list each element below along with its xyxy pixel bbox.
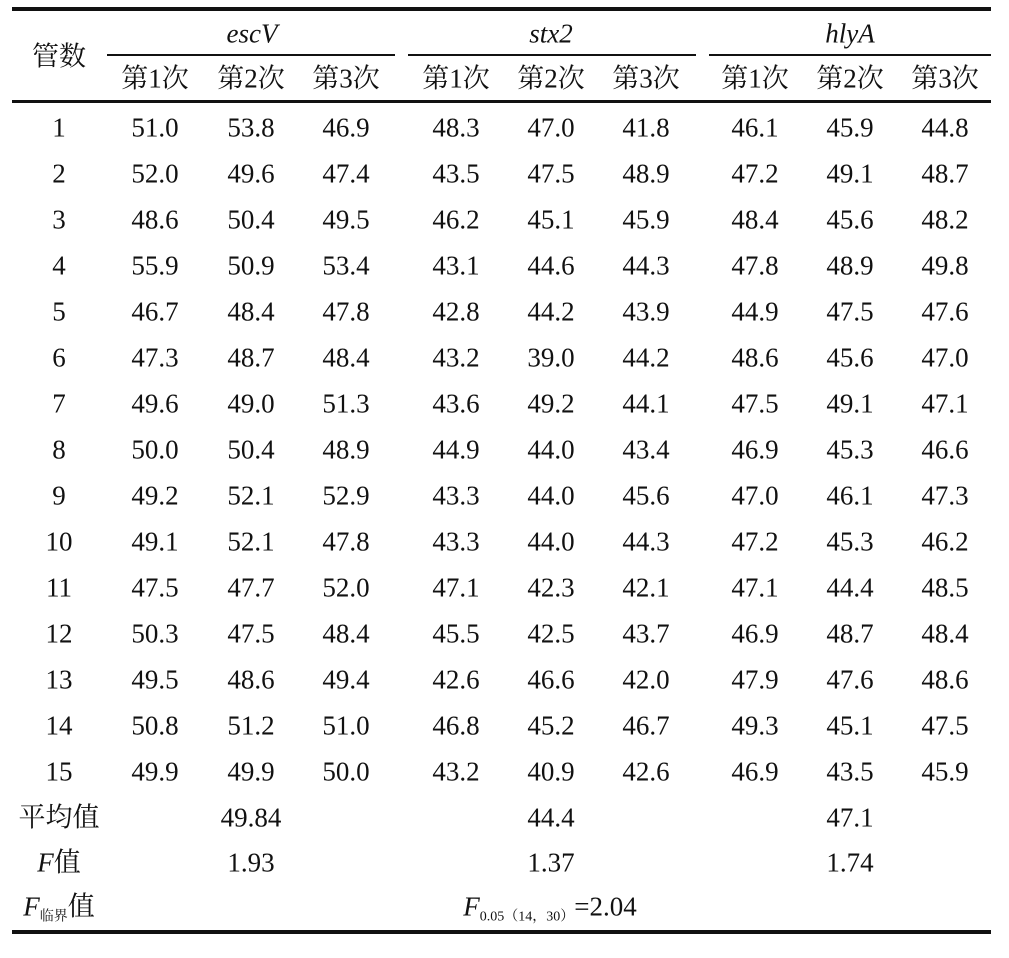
trial-header: 第3次 <box>911 63 979 94</box>
table-cell: 48.6 <box>131 204 179 235</box>
table-cell: 46.9 <box>322 112 370 143</box>
table-cell: 43.3 <box>432 480 480 511</box>
tube-number: 4 <box>52 250 66 281</box>
table-cell: 47.8 <box>322 526 370 557</box>
table-cell: 42.6 <box>432 664 480 695</box>
table-cell: 47.5 <box>826 296 874 327</box>
gene-header-hlyA: hlyA <box>825 18 875 49</box>
bottom-rule <box>12 930 991 934</box>
table-cell: 42.0 <box>622 664 670 695</box>
table-cell: 49.1 <box>826 388 874 419</box>
table-cell: 42.6 <box>622 756 670 787</box>
table-cell: 51.0 <box>322 710 370 741</box>
table-cell: 50.0 <box>322 756 370 787</box>
mean-label: 平均值 <box>18 802 100 833</box>
table-cell: 49.2 <box>131 480 179 511</box>
table-cell: 47.5 <box>731 388 779 419</box>
table-cell: 43.2 <box>432 756 480 787</box>
table-cell: 45.9 <box>921 756 969 787</box>
tube-number: 5 <box>52 296 66 327</box>
table-cell: 46.7 <box>131 296 179 327</box>
table-cell: 45.3 <box>826 434 874 465</box>
table-cell: 42.5 <box>527 618 575 649</box>
tube-number: 10 <box>45 526 73 557</box>
table-cell: 48.4 <box>921 618 969 649</box>
table-cell: 52.0 <box>322 572 370 603</box>
table-cell: 44.9 <box>731 296 779 327</box>
gene-hlyA-underline <box>709 54 991 56</box>
trial-header: 第1次 <box>422 63 490 94</box>
table-cell: 44.0 <box>527 480 575 511</box>
table-cell: 44.0 <box>527 434 575 465</box>
table-cell: 48.9 <box>322 434 370 465</box>
tube-number: 7 <box>52 388 66 419</box>
table-cell: 47.8 <box>322 296 370 327</box>
trial-header: 第2次 <box>517 63 585 94</box>
header-rule <box>12 100 991 103</box>
table-cell: 48.3 <box>432 112 480 143</box>
table-cell: 43.5 <box>432 158 480 189</box>
table-cell: 46.8 <box>432 710 480 741</box>
corner-label: 管数 <box>32 41 86 72</box>
table-cell: 47.8 <box>731 250 779 281</box>
table-cell: 47.5 <box>527 158 575 189</box>
table-cell: 49.9 <box>227 756 275 787</box>
mean-value-stx2: 44.4 <box>527 802 575 833</box>
tube-number: 14 <box>45 710 73 741</box>
table-cell: 47.2 <box>731 158 779 189</box>
table-cell: 49.0 <box>227 388 275 419</box>
table-cell: 48.9 <box>622 158 670 189</box>
gene-header-escV: escV <box>226 18 278 49</box>
table-cell: 41.8 <box>622 112 670 143</box>
table-cell: 47.5 <box>227 618 275 649</box>
table-cell: 45.9 <box>622 204 670 235</box>
table-cell: 45.1 <box>826 710 874 741</box>
table-cell: 55.9 <box>131 250 179 281</box>
table-cell: 47.1 <box>921 388 969 419</box>
table-cell: 49.6 <box>131 388 179 419</box>
table-cell: 46.6 <box>527 664 575 695</box>
table-cell: 48.5 <box>921 572 969 603</box>
table-cell: 49.1 <box>826 158 874 189</box>
table-cell: 48.4 <box>322 618 370 649</box>
f-value-label: F值 <box>37 847 81 878</box>
table-cell: 50.0 <box>131 434 179 465</box>
table-cell: 46.6 <box>921 434 969 465</box>
table-cell: 46.2 <box>921 526 969 557</box>
table-cell: 47.6 <box>921 296 969 327</box>
table-cell: 52.9 <box>322 480 370 511</box>
table-cell: 43.9 <box>622 296 670 327</box>
table-cell: 47.3 <box>131 342 179 373</box>
table-cell: 51.2 <box>227 710 275 741</box>
tube-number: 11 <box>46 572 72 603</box>
trial-header: 第2次 <box>816 63 884 94</box>
table-cell: 50.8 <box>131 710 179 741</box>
tube-number: 15 <box>45 756 73 787</box>
table-cell: 53.8 <box>227 112 275 143</box>
table-cell: 49.2 <box>527 388 575 419</box>
table-cell: 43.6 <box>432 388 480 419</box>
gene-escV-underline <box>107 54 395 56</box>
table-cell: 49.6 <box>227 158 275 189</box>
table-cell: 49.5 <box>322 204 370 235</box>
table-cell: 48.4 <box>322 342 370 373</box>
f-value-hlyA: 1.74 <box>826 847 874 878</box>
tube-number: 3 <box>52 204 66 235</box>
tube-number: 9 <box>52 480 66 511</box>
table-cell: 50.9 <box>227 250 275 281</box>
table-cell: 48.2 <box>921 204 969 235</box>
table-cell: 47.6 <box>826 664 874 695</box>
f-value-stx2: 1.37 <box>527 847 575 878</box>
table-cell: 42.8 <box>432 296 480 327</box>
f-critical-value: $F_{0.05(14,30)}=2.04$ <box>463 891 637 925</box>
table-cell: 43.7 <box>622 618 670 649</box>
tube-number: 1 <box>52 112 66 143</box>
table-cell: 47.4 <box>322 158 370 189</box>
table-cell: 49.3 <box>731 710 779 741</box>
table-cell: 44.4 <box>826 572 874 603</box>
table-cell: 44.0 <box>527 526 575 557</box>
mean-value-hlyA: 47.1 <box>826 802 874 833</box>
table-cell: 44.1 <box>622 388 670 419</box>
table-cell: 49.4 <box>322 664 370 695</box>
table-cell: 46.1 <box>826 480 874 511</box>
table-cell: 40.9 <box>527 756 575 787</box>
table-cell: 45.2 <box>527 710 575 741</box>
table-cell: 47.0 <box>731 480 779 511</box>
table-cell: 46.9 <box>731 618 779 649</box>
table-cell: 43.4 <box>622 434 670 465</box>
table-cell: 47.2 <box>731 526 779 557</box>
table-cell: 43.3 <box>432 526 480 557</box>
f-value-escV: 1.93 <box>227 847 275 878</box>
table-cell: 48.4 <box>227 296 275 327</box>
mean-value-escV: 49.84 <box>220 802 282 833</box>
table-cell: 44.3 <box>622 526 670 557</box>
table-cell: 42.1 <box>622 572 670 603</box>
table-cell: 45.5 <box>432 618 480 649</box>
table-cell: 47.5 <box>921 710 969 741</box>
table-cell: 46.1 <box>731 112 779 143</box>
table-cell: 46.7 <box>622 710 670 741</box>
table-cell: 49.9 <box>131 756 179 787</box>
table-cell: 47.5 <box>131 572 179 603</box>
table-cell: 46.9 <box>731 434 779 465</box>
table-cell: 44.6 <box>527 250 575 281</box>
table-cell: 47.1 <box>731 572 779 603</box>
trial-header: 第2次 <box>217 63 285 94</box>
table-cell: 51.0 <box>131 112 179 143</box>
table-cell: 52.1 <box>227 480 275 511</box>
tube-number: 2 <box>52 158 66 189</box>
trial-header: 第3次 <box>312 63 380 94</box>
trial-header: 第1次 <box>121 63 189 94</box>
table-cell: 48.7 <box>826 618 874 649</box>
table-cell: 39.0 <box>527 342 575 373</box>
trial-header: 第3次 <box>612 63 680 94</box>
table-cell: 45.6 <box>826 204 874 235</box>
table-cell: 45.3 <box>826 526 874 557</box>
f-critical-label: $F_{临界}$值 <box>23 891 95 925</box>
gene-stx2-underline <box>408 54 696 56</box>
table-cell: 47.7 <box>227 572 275 603</box>
gene-header-stx2: stx2 <box>529 18 573 49</box>
table-cell: 43.5 <box>826 756 874 787</box>
table-cell: 44.8 <box>921 112 969 143</box>
table-cell: 47.0 <box>527 112 575 143</box>
table-cell: 46.2 <box>432 204 480 235</box>
top-rule <box>12 7 991 11</box>
table-cell: 45.9 <box>826 112 874 143</box>
table-cell: 53.4 <box>322 250 370 281</box>
table-cell: 50.4 <box>227 434 275 465</box>
table-cell: 45.1 <box>527 204 575 235</box>
table-cell: 48.6 <box>227 664 275 695</box>
table-cell: 47.9 <box>731 664 779 695</box>
table-cell: 48.9 <box>826 250 874 281</box>
tube-number: 8 <box>52 434 66 465</box>
table-cell: 44.2 <box>527 296 575 327</box>
table-cell: 42.3 <box>527 572 575 603</box>
table-cell: 49.5 <box>131 664 179 695</box>
table-cell: 44.9 <box>432 434 480 465</box>
table-cell: 48.7 <box>921 158 969 189</box>
table-cell: 44.2 <box>622 342 670 373</box>
table-cell: 48.6 <box>921 664 969 695</box>
table-cell: 48.4 <box>731 204 779 235</box>
table-cell: 43.2 <box>432 342 480 373</box>
table-cell: 50.4 <box>227 204 275 235</box>
table-cell: 52.1 <box>227 526 275 557</box>
table-cell: 50.3 <box>131 618 179 649</box>
table-cell: 48.7 <box>227 342 275 373</box>
table-cell: 45.6 <box>826 342 874 373</box>
trial-header: 第1次 <box>721 63 789 94</box>
tube-number: 12 <box>45 618 73 649</box>
table-cell: 49.8 <box>921 250 969 281</box>
table-cell: 43.1 <box>432 250 480 281</box>
table-cell: 45.6 <box>622 480 670 511</box>
table-cell: 48.6 <box>731 342 779 373</box>
table-cell: 46.9 <box>731 756 779 787</box>
table-cell: 52.0 <box>131 158 179 189</box>
table-cell: 47.0 <box>921 342 969 373</box>
table-cell: 47.3 <box>921 480 969 511</box>
tube-number: 6 <box>52 342 66 373</box>
table-cell: 47.1 <box>432 572 480 603</box>
table-cell: 51.3 <box>322 388 370 419</box>
tube-number: 13 <box>45 664 73 695</box>
table-cell: 44.3 <box>622 250 670 281</box>
table-cell: 49.1 <box>131 526 179 557</box>
